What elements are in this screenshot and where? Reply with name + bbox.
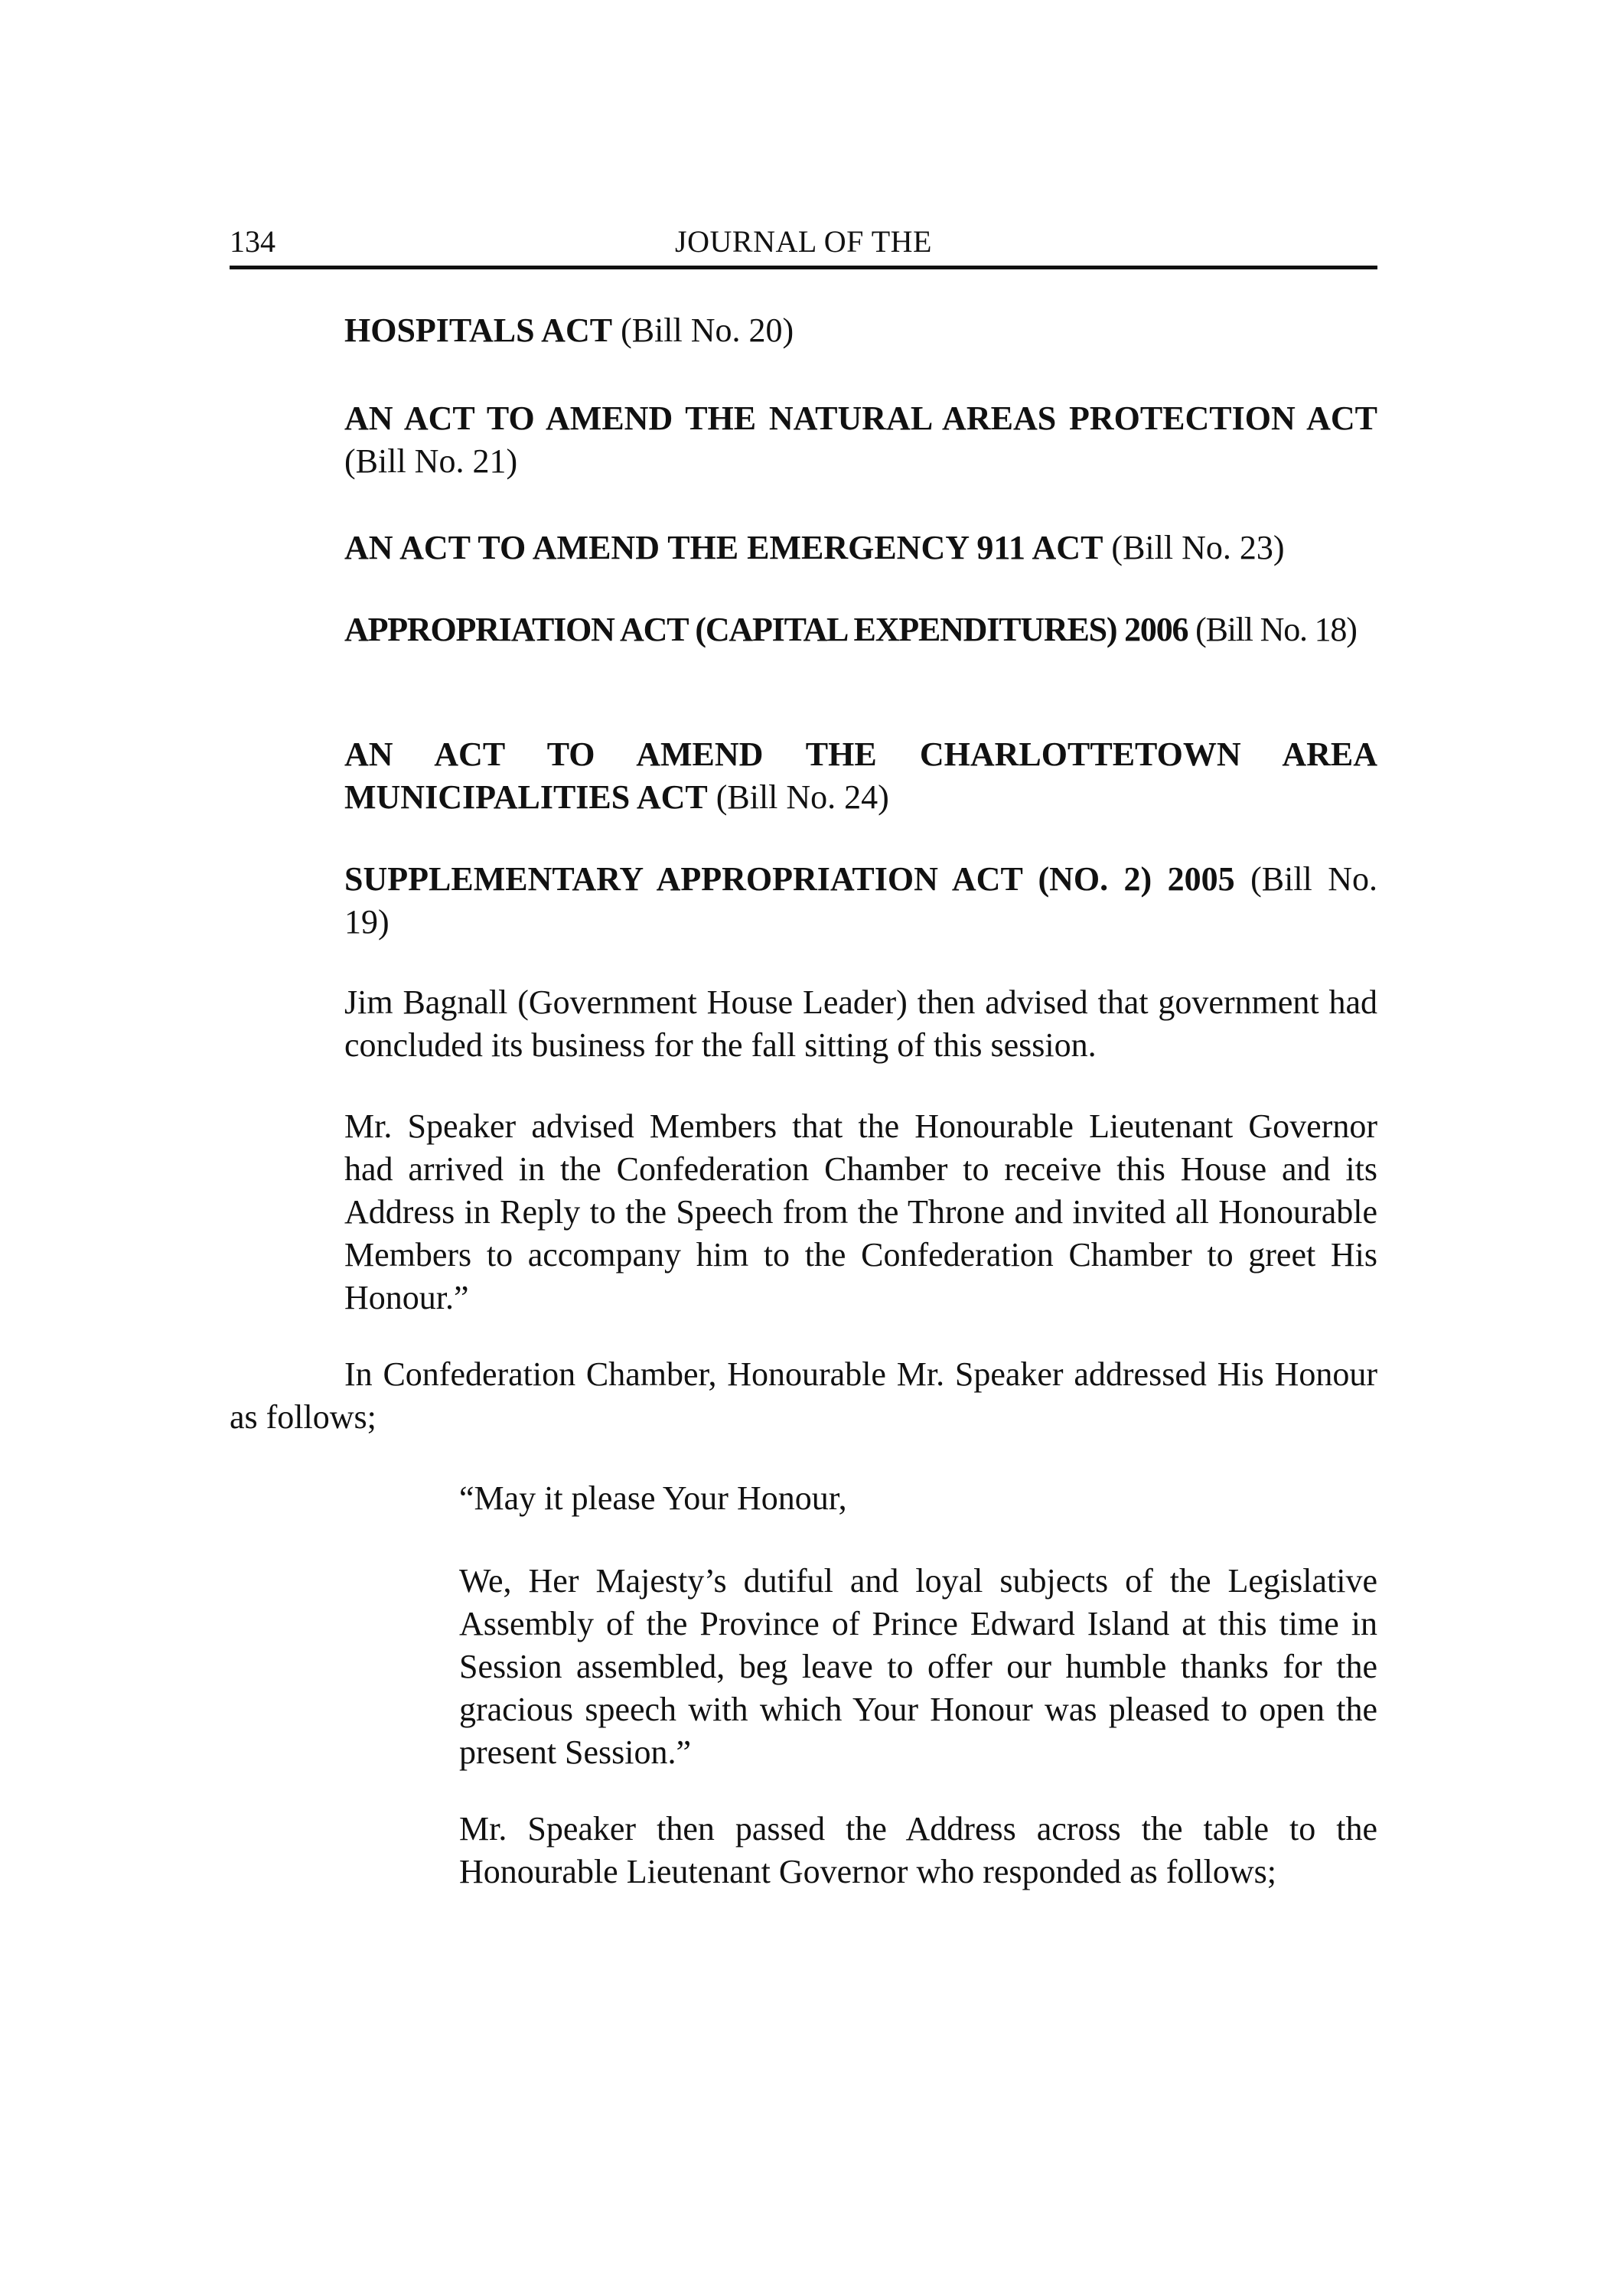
speaker-advised-paragraph: Mr. Speaker advised Members that the Honourable Lieutenant Governor had arrived in the Confederation Chamber to receive this House and its Address in Reply to the Speech from the Throne and invited all Honourable Members to accompany him to the Confederation Chamber to greet His Honour.” <box>344 1107 1377 1316</box>
bill-entry <box>344 608 1377 651</box>
bill-reference: (Bill No. 24) <box>707 778 889 816</box>
bill-reference: (Bill No. 23) <box>1103 529 1285 566</box>
bill-entry <box>344 309 1377 352</box>
address-paragraph: We, Her Majesty’s dutiful and loyal subjects of the Legislative Assembly of the Province of Prince Edward Island at this time in Session assembled, beg leave to offer our humble thanks for the gracious speech with which Your Honour was pleased to open the present Session.” <box>459 1562 1377 1771</box>
bill-reference: (Bill No. 19) <box>344 860 1377 941</box>
page-number: 134 <box>230 224 275 259</box>
bill-entry <box>344 397 1377 483</box>
bill-title: SUPPLEMENTARY APPROPRIATION ACT (NO. 2) 2005 <box>344 860 1235 898</box>
bill-title-line-2: MUNICIPALITIES ACT <box>344 778 708 816</box>
house-leader-paragraph: Jim Bagnall (Government House Leader) then advised that government had concluded its business for the fall sitting of this session. <box>344 983 1377 1064</box>
salutation-line: “May it please Your Honour, <box>459 1479 847 1517</box>
bill-reference: (Bill No. 18) <box>1188 611 1357 648</box>
page-header <box>230 224 1377 269</box>
bill-title: AN ACT TO AMEND THE NATURAL AREAS PROTECTION ACT <box>344 400 1377 437</box>
bill-reference: (Bill No. 21) <box>344 442 518 480</box>
bill-entry <box>344 733 1377 776</box>
chamber-paragraph: In Confederation Chamber, Honourable Mr. Speaker addressed His Honour as follows; <box>230 1355 1377 1436</box>
bill-entry <box>344 527 1377 569</box>
bill-entry-continuation <box>344 776 1377 819</box>
address-passed-paragraph: Mr. Speaker then passed the Address across the table to the Honourable Lieutenant Governor who responded as follows; <box>459 1810 1377 1890</box>
bill-title: AN ACT TO AMEND THE EMERGENCY 911 ACT <box>344 529 1103 566</box>
bill-reference: (Bill No. 20) <box>612 311 794 349</box>
running-title: JOURNAL OF THE <box>675 224 932 259</box>
bill-title: HOSPITALS ACT <box>344 311 613 349</box>
bill-title: APPROPRIATION ACT (CAPITAL EXPENDITURES) 2006 <box>344 611 1188 648</box>
bill-title-line-1: AN ACT TO AMEND THE CHARLOTTETOWN AREA <box>344 735 1377 773</box>
bill-entry <box>344 858 1377 944</box>
